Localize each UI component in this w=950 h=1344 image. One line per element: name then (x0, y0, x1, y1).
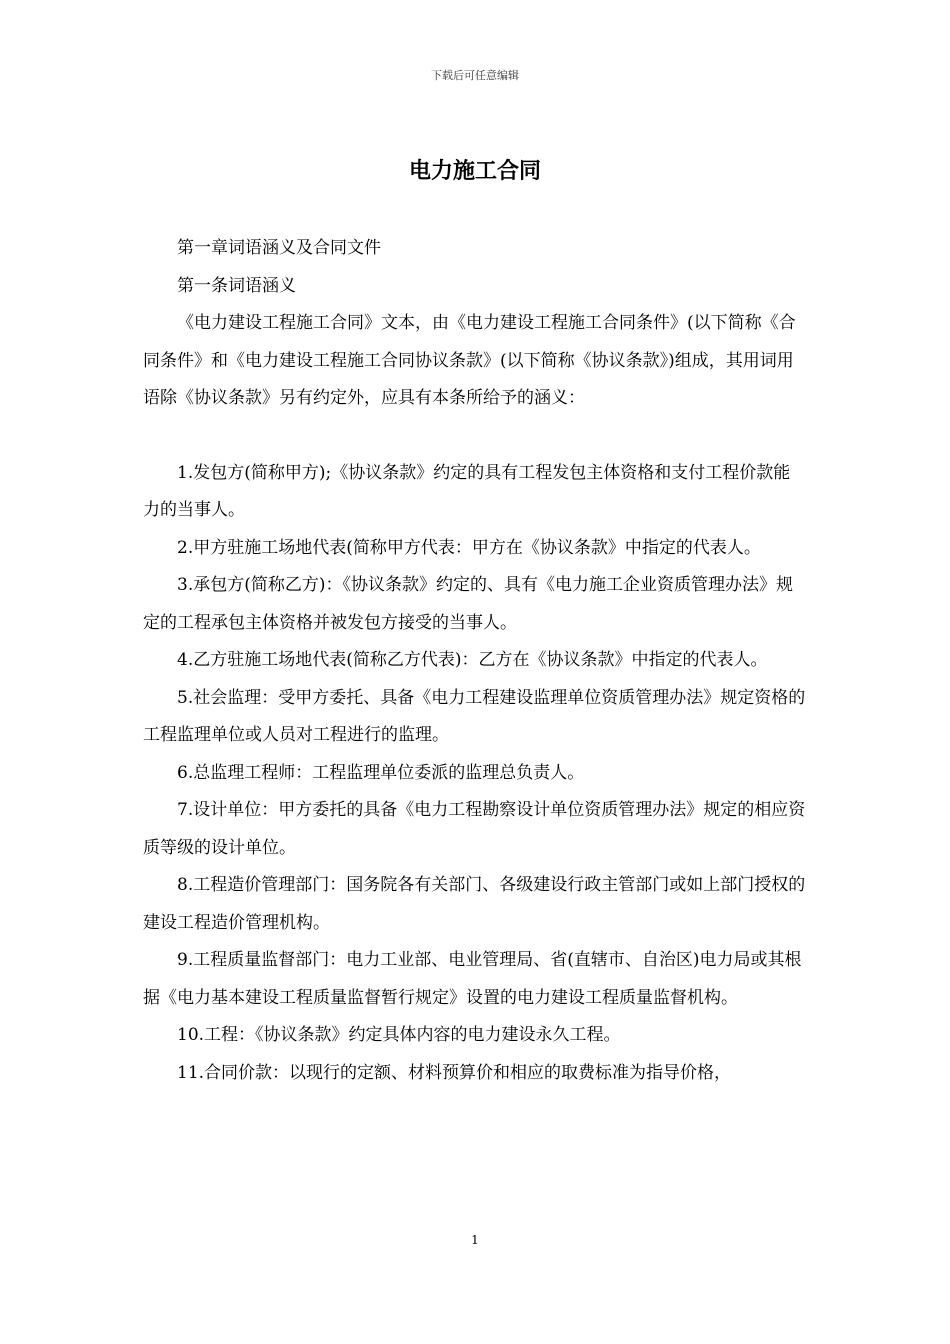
document-body (143, 230, 807, 1092)
article-heading: 第一条词语涵义 (177, 275, 296, 296)
document-title: 电力施工合同 (408, 159, 541, 184)
definition-item-8: 8.工程造价管理部门：国务院各有关部门、各级建设行政主管部门或如上部门授权的建设工程造价管理机构。 (143, 875, 806, 933)
definition-item-9: 9.工程质量监督部门：电力工业部、电业管理局、省(直辖市、自治区)电力局或其根据《电力基本建设工程质量监督暂行规定》设置的电力建设工程质量监督机构。 (143, 950, 802, 1008)
paragraph: 《电力建设工程施工合同》文本，由《电力建设工程施工合同条件》(以下简称《合同条件》和《电力建设工程施工合同协议条款》(以下简称《协议条款》)组成，其用词用语除《协议条款》另有约定外，应具有本条所给予的涵义： (143, 313, 796, 408)
definition-item-5: 5.社会监理：受甲方委托、具备《电力工程建设监理单位资质管理办法》规定资格的工程监理单位或人员对工程进行的监理。 (143, 687, 806, 745)
definition-item-10: 10.工程：《协议条款》约定具体内容的电力建设永久工程。 (177, 1025, 621, 1045)
definition-item-3: 3.承包方(简称乙方)：《协议条款》约定的、具有《电力施工企业资质管理办法》规定的工程承包主体资格并被发包方接受的当事人。 (143, 575, 793, 633)
page-header: 下载后可任意编辑 (431, 69, 519, 82)
definition-item-2: 2.甲方驻施工场地代表(简称甲方代表：甲方在《协议条款》中指定的代表人。 (177, 537, 761, 558)
definition-item-4: 4.乙方驻施工场地代表(简称乙方代表)：乙方在《协议条款》中指定的代表人。 (177, 650, 768, 670)
page-number: 1 (471, 1233, 479, 1247)
definition-item-7: 7.设计单位：甲方委托的具备《电力工程勘察设计单位资质管理办法》规定的相应资质等级的设计单位。 (143, 800, 806, 858)
definition-item-11: 11.合同价款：以现行的定额、材料预算价和相应的取费标准为指导价格， (177, 1062, 732, 1083)
definition-item-6: 6.总监理工程师：工程监理单位委派的监理总负责人。 (177, 762, 585, 783)
chapter-heading: 第一章词语涵义及合同文件 (177, 238, 381, 258)
definition-item-1: 1.发包方(简称甲方);《协议条款》约定的具有工程发包主体资格和支付工程价款能力的当事人。 (143, 462, 791, 520)
